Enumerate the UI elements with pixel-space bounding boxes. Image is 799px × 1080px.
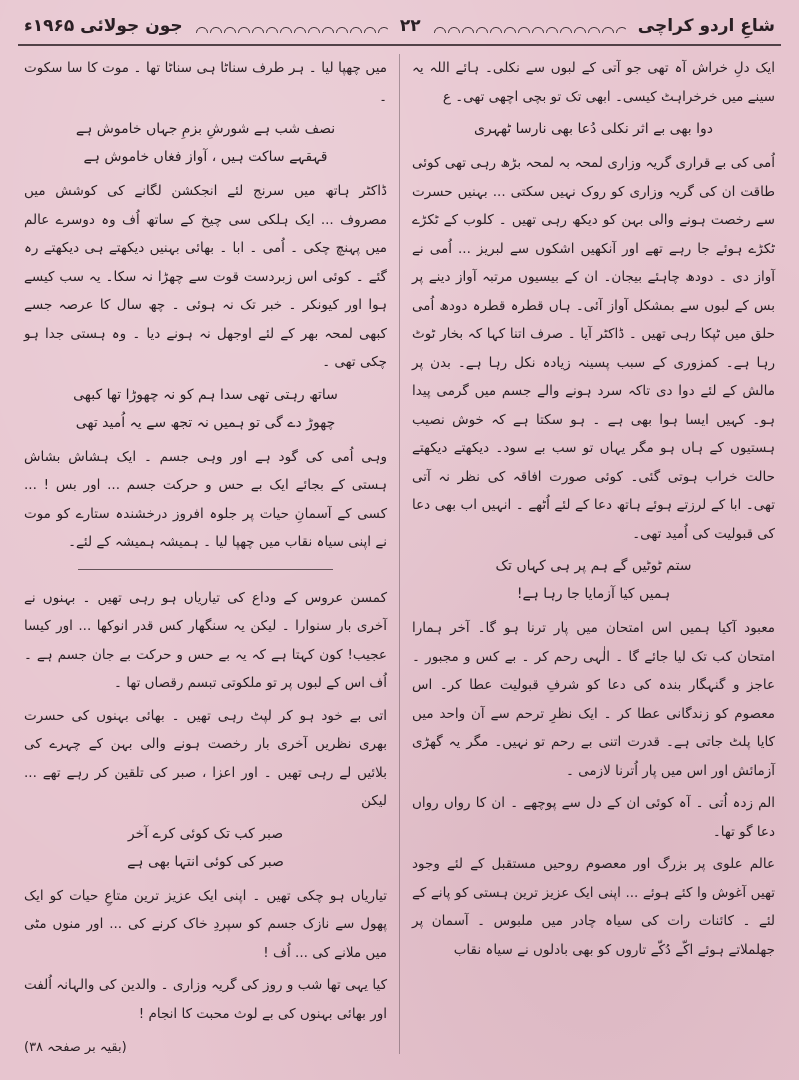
page-header (18, 10, 781, 42)
verse-line: نصف شب ہے شورشِ بزمِ جہاں خاموش ہے (75, 121, 336, 137)
column-divider (399, 54, 400, 1054)
verse (24, 381, 387, 437)
verse-line: ہمیں کیا آزمایا جا رہا ہے! (516, 586, 671, 602)
issue-date: جون جولائی ۱۹۶۵ء (23, 16, 183, 36)
header-ornament-left (433, 19, 626, 33)
magazine-title: شاعِ اردو کراچی (637, 16, 775, 36)
header-rule (18, 44, 781, 46)
left-column (18, 54, 393, 1054)
continued-note: (بقیہ بر صفحہ ۳۸) (24, 1040, 127, 1054)
header-ornament-right (195, 19, 388, 33)
paragraph: ایک دلِ خراش آہ تھی جو آتی کے لبوں سے نکلی۔ ہائے اللہ یہ سینے میں خرخراہٹ کیسی۔ ابھی تک تو بچی اچھی تھی۔ ع (412, 60, 775, 105)
paragraph: الم زدہ اُتی ۔ آہ کوئی ان کے دل سے پوچھے ۔ ان کا رواں رواں دعا گو تھا۔ (412, 795, 775, 840)
right-column (406, 54, 781, 1054)
paragraph: تیاریاں ہو چکی تھیں ۔ اپنی ایک عزیز ترین متاعِ حیات کو ایک پھول سے نازک جسم کو سپردِ خاک کرنے کی ... اور منوں مٹی میں ملانے کی ... اُف ! (24, 887, 387, 961)
verse (24, 820, 387, 876)
paragraph: کیا یہی تھا شب و روز کی گریہ وزاری ۔ والدین کی والہانہ اُلفت اور بھائی بہنوں کی بے لوث محبت کا انجام ! (24, 977, 387, 1022)
section-separator (78, 569, 332, 570)
verse-line: چھوڑ دے گی تو ہمیں نہ تجھ سے یہ اُمید تھی (75, 414, 336, 431)
verse-line: دوا بھی بے اثر نکلی دُعا بھی نارسا ٹھہری (473, 121, 714, 137)
paragraph: اُمی کی بے قراری گریہ وزاری لمحہ بہ لمحہ بڑھ رہی تھی کوئی طاقت ان کی گریہ وزاری کو روک نہیں سکتی ... بہنیں حسرت سے رخصت ہونے والی بہن کو دیکھ رہی تھیں ۔ کلوب کے ٹکڑے ٹکڑے ہوئے جا رہے تھے اور آنکھیں اشکوں سے لبریز ... اُمی نے آواز دی ۔ دودھ چاہئے بیجان۔ ان کے بیسیوں مرتبہ آواز دینے پر بس کے لبوں سے بمشکل آواز آئی۔ ہاں قطرہ قطرہ دودھ اُمی حلق میں ٹپکا رہی تھیں ۔ ڈاکٹر آیا ۔ صرف اتنا کہا کہ بخار ٹوٹ رہا ہے۔ کمزوری کے سبب پسینہ زیادہ نکل رہا ہے۔ بدن پر مالش کے لئے دوا دی تاکہ سرد ہونے والے جسم میں گرمی پیدا ہو۔ کہیں ایسا ہوا بھی ہے ۔ ہو سکتا ہے کہ خوش نصیب ہستیوں کے ہاں ہو مگر یہاں تو سب بے سود۔ دیکھتے دیکھتے حالت خراب ہوتی گئی۔ کوئی صورت افاقہ کی نظر نہ آتی تھی۔ ابا کے لرزتے ہوئے ہاتھ دعا کے لئے اُٹھے ۔ انہیں اب بھی دعا کی قبولیت کی اُمید تھی۔ (412, 155, 775, 542)
paragraph: معبود آکیا ہمیں اس امتحان میں پار ترنا ہو گا۔ آخر ہمارا امتحان کب تک لیا جائے گا ۔ الٰہی رحم کر ۔ بے کس و مجبور ۔ عاجز و گنہگار بندہ کی دعا کو شرفِ قبولیت عطا کر۔ اس معصوم کو زندگانی عطا کر ۔ ایک نظرِ ترحم سے آن واحد میں کایا پلٹ جاتی ہے۔ قدرت اتنی بے رحم تو نہیں۔ مگر یہ گھڑی آزمائش اور اس میں پار اُترنا لازمی ۔ (412, 620, 775, 779)
page-number: ۲۲ (399, 16, 421, 36)
paragraph: کمسن عروس کے وداع کی تیاریاں ہو رہی تھیں ۔ بہنوں نے آخری بار سنوارا ۔ لیکن یہ سنگھار کس قدر انوکھا ... اور کیسا عجیب! کون کہتا ہے کہ یہ بے حس و حرکت بے جان جسم ہے ۔ اُف اس کے لبوں پر تو ملکوتی تبسم رقصاں تھا ۔ (24, 589, 387, 691)
verse (24, 115, 387, 171)
verse-line: ساتھ رہتی تھی سدا ہم کو نہ چھوڑا تھا کبھی (73, 386, 338, 403)
paragraph: عالم علوی پر بزرگ اور معصوم روحیں مستقبل کے لئے وجود تھیں آغوش وا کئے ہوئے ... اپنی ایک عزیز ترین ہستی کو پانے کے لئے ۔ کائنات رات کی سیاہ چادر میں ملبوس ۔ آسمان پر جھلملاتے ہوئے اکّے دُکّے تاروں کو بھی بادلوں نے سیاہ نقاب (412, 856, 775, 958)
verse-line: صبر کی کوئی انتہا بھی ہے (127, 853, 284, 870)
text-columns (18, 54, 781, 1054)
verse-line: ستم ٹوٹیں گے ہم پر ہی کہاں تک (495, 558, 692, 574)
paragraph: میں چھپا لیا ۔ ہر طرف سناٹا ہی سناٹا تھا ۔ موت کا سا سکوت ۔ (24, 60, 387, 105)
verse (412, 552, 775, 608)
verse-line: قہقہے ساکت ہیں ، آواز فغاں خاموش ہے (83, 149, 328, 165)
verse-line: صبر کب تک کوئی کرے آخر (127, 825, 284, 842)
paragraph: اتی بے خود ہو کر لپٹ رہی تھیں ۔ بھائی بہنوں کی حسرت بھری نظریں آخری بار رخصت ہونے والی بہن کے چہرے کی بلائیں لے رہی تھیں ۔ اور اعزا ، صبر کی تلقین کر رہے تھے ... لیکن (24, 707, 387, 809)
paragraph: ڈاکٹر ہاتھ میں سرنج لئے انجکشن لگانے کی کوشش میں مصروف ... ایک ہلکی سی چیخ کے ساتھ اُف وہ دوسرے عالم میں پہنچ چکی ۔ اُمی ۔ ابا ۔ بھائی بہنیں دیکھتے ہی دیکھتے رہ گئے ۔ کوئی اس زبردست قوت سے چھڑا نہ سکا۔ یہ سب کیسے ہوا اور کیونکر ۔ خبر تک نہ ہوئی ۔ چھ سال کا عرصہ جسے کبھی لمحہ بھر کے لئے اوجھل نہ ہونے دیا ۔ وہ ہستی جدا ہو چکی تھی ۔ (24, 183, 387, 370)
verse (412, 115, 775, 143)
paragraph: وہی اُمی کی گود ہے اور وہی جسم ۔ ایک ہشاش بشاش ہستی کے بجائے ایک بے حس و حرکت جسم ... اور بس ! ... کسی کے آسمانِ حیات پر جلوہ افروز درخشندہ ستارے کو موت نے اپنی سیاہ نقاب میں چھپا لیا ۔ ہمیشہ ہمیشہ کے لئے۔ (24, 448, 387, 550)
